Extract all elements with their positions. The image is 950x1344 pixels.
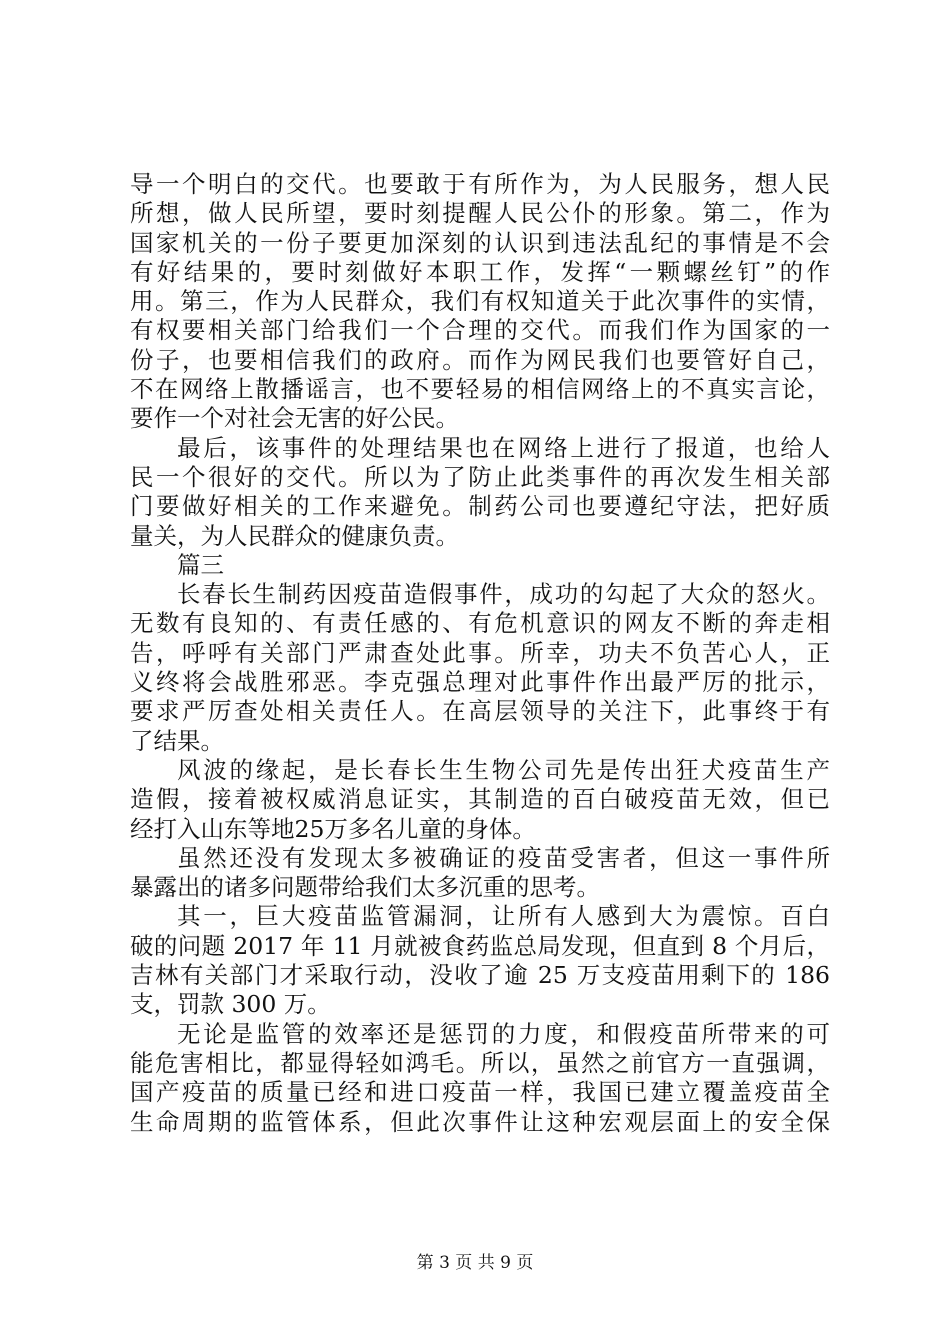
text-line: 国产疫苗的质量已经和进口疫苗一样，我国已建立覆盖疫苗全 xyxy=(130,1078,830,1107)
text-line: 份子，也要相信我们的政府。而作为网民我们也要管好自己， xyxy=(130,345,830,374)
page-footer: 第 3 页 共 9 页 xyxy=(416,1253,534,1273)
text-line: 生命周期的监管体系，但此次事件让这种宏观层面上的安全保 xyxy=(130,1107,830,1136)
text-line: 导一个明白的交代。也要敢于有所作为，为人民服务，想人民 xyxy=(130,170,830,198)
body-text xyxy=(130,170,830,1137)
text-line: 有权要相关部门给我们一个合理的交代。而我们作为国家的一 xyxy=(130,316,830,345)
text-line: 所想，做人民所望，要时刻提醒人民公仆的形象。第二，作为 xyxy=(130,199,830,228)
text-line: 要作一个对社会无害的好公民。 xyxy=(130,404,459,433)
text-line: 国家机关的一份子要更加深刻的认识到违法乱纪的事情是不会 xyxy=(130,228,830,257)
text-line: 经打入山东等地25万多名儿童的身体。 xyxy=(130,814,536,843)
text-line: 无数有良知的、有责任感的、有危机意识的网友不断的奔走相 xyxy=(130,609,830,638)
text-line: 了结果。 xyxy=(130,726,224,755)
text-line: 造假，接着被权威消息证实，其制造的百白破疫苗无效，但已 xyxy=(130,785,830,814)
text-line: 量关，为人民群众的健康负责。 xyxy=(130,521,459,550)
text-line: 破的问题 2017 年 11 月就被食药监总局发现，但直到 8 个月后， xyxy=(130,931,830,960)
text-line: 支，罚款 300 万。 xyxy=(130,990,331,1019)
text-line: 有好结果的，要时刻做好本职工作，发挥“一颗螺丝钉”的作 xyxy=(130,257,830,286)
text-line: 长春长生制药因疫苗造假事件，成功的勾起了大众的怒火。 xyxy=(177,580,830,609)
text-line: 其一，巨大疫苗监管漏洞，让所有人感到大为震惊。百白 xyxy=(177,902,830,931)
text-line: 最后，该事件的处理结果也在网络上进行了报道，也给人 xyxy=(177,433,830,462)
text-line: 吉林有关部门才采取行动，没收了逾 25 万支疫苗用剩下的 186 xyxy=(130,961,830,990)
text-line: 暴露出的诸多问题带给我们太多沉重的思考。 xyxy=(130,873,600,902)
text-line: 告，呼呼有关部门严肃查处此事。所幸，功夫不负苦心人，正 xyxy=(130,638,830,667)
text-line: 不在网络上散播谣言，也不要轻易的相信网络上的不真实言论， xyxy=(130,375,830,404)
text-line: 无论是监管的效率还是惩罚的力度，和假疫苗所带来的可 xyxy=(177,1019,830,1048)
text-line: 风波的缘起，是长春长生生物公司先是传出狂犬疫苗生产 xyxy=(177,755,830,784)
text-line: 义终将会战胜邪恶。李克强总理对此事件作出最严厉的批示， xyxy=(130,668,830,697)
text-line: 民一个很好的交代。所以为了防止此类事件的再次发生相关部 xyxy=(130,462,830,491)
text-line: 能危害相比，都显得轻如鸿毛。所以，虽然之前官方一直强调， xyxy=(130,1048,830,1077)
text-line: 篇三 xyxy=(177,550,224,579)
text-line: 用。第三，作为人民群众，我们有权知道关于此次事件的实情， xyxy=(130,287,830,316)
text-line: 要求严厉查处相关责任人。在高层领导的关注下，此事终于有 xyxy=(130,697,830,726)
text-line: 门要做好相关的工作来避免。制药公司也要遵纪守法，把好质 xyxy=(130,492,830,521)
text-line: 虽然还没有发现太多被确证的疫苗受害者，但这一事件所 xyxy=(177,843,830,872)
